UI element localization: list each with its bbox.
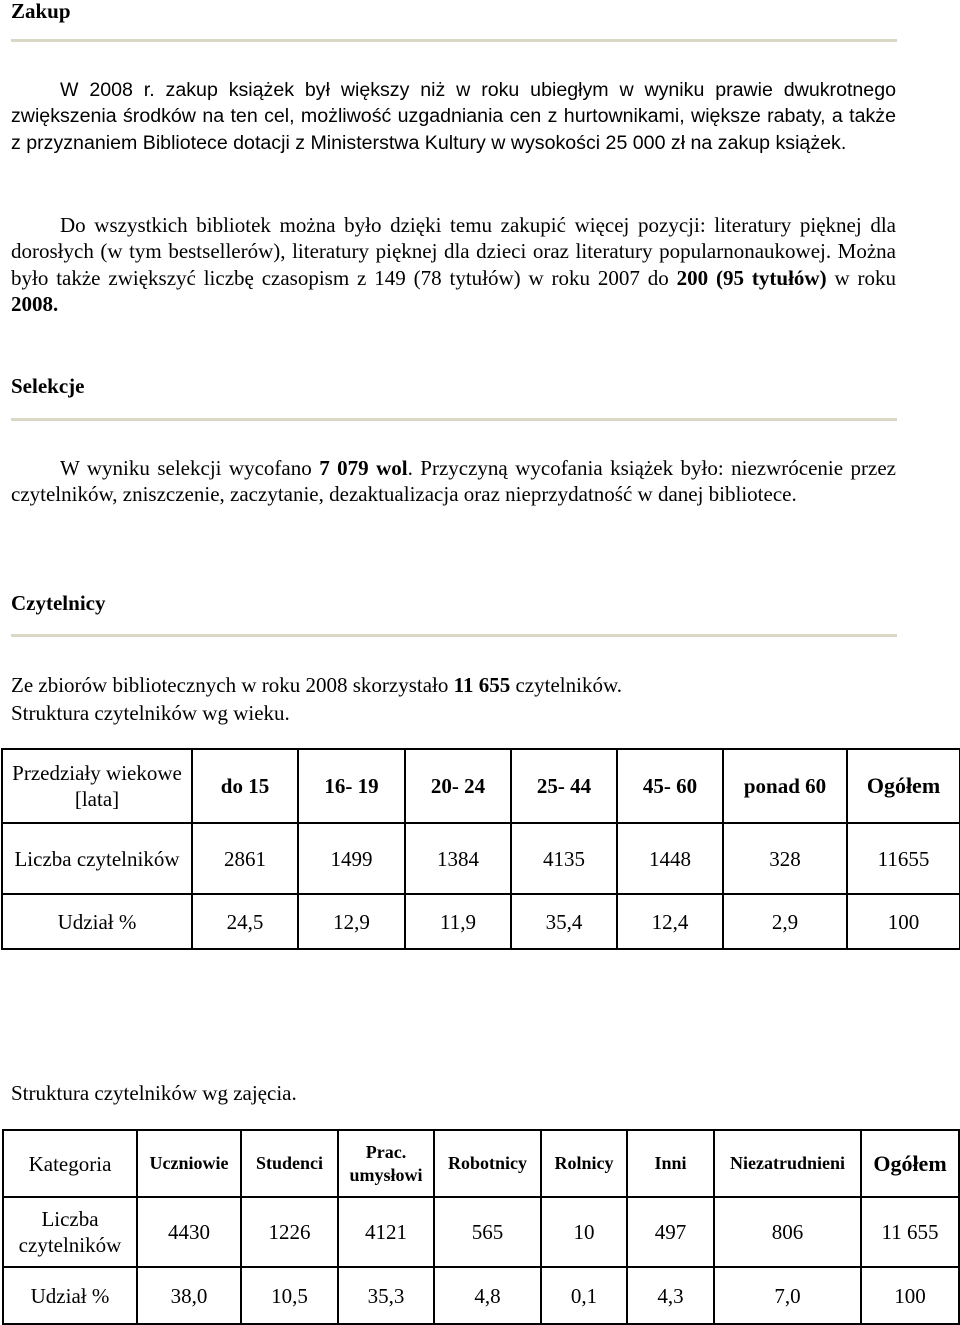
- table-cell: Uczniowie: [137, 1130, 241, 1197]
- table-cell: Liczba czytelników: [3, 1197, 137, 1267]
- table-cell: 4430: [137, 1197, 241, 1267]
- table-cell: Udział %: [2, 894, 192, 949]
- readers-summary: [11, 672, 622, 698]
- table-cell: 25- 44: [511, 749, 617, 823]
- paragraph-zakup-2: [11, 212, 896, 317]
- table-row: [3, 1197, 959, 1267]
- paragraph-text: . Przyczyną wycofania książek było: niezwrócenie przez czytelników, zniszczenie, zaczytanie, dezaktualizacja oraz nieprzydatność w danej bibliotece.: [11, 456, 896, 507]
- paragraph-text: w roku: [826, 265, 896, 290]
- table-cell: 11,9: [405, 894, 511, 949]
- table-cell: Kategoria: [3, 1130, 137, 1197]
- table-cell: 16- 19: [298, 749, 405, 823]
- occupation-table-caption: Struktura czytelników wg zajęcia.: [11, 1081, 297, 1105]
- table-cell: 806: [714, 1197, 861, 1267]
- table-cell: 1226: [241, 1197, 338, 1267]
- table-cell: 35,4: [511, 894, 617, 949]
- table-cell: 20- 24: [405, 749, 511, 823]
- bold-value: 2008.: [11, 291, 59, 316]
- table-cell: 11 655: [861, 1197, 959, 1267]
- table-cell: 497: [627, 1197, 714, 1267]
- table-cell: do 15: [192, 749, 298, 823]
- bold-value: 7 079 wol: [319, 456, 408, 480]
- table-row: [2, 894, 960, 949]
- bold-value: 200 (95 tytułów): [676, 265, 827, 290]
- paragraph-text: W wyniku selekcji wycofano: [60, 456, 320, 480]
- paragraph-selekcje: [11, 455, 896, 508]
- table-cell: Przedziały wiekowe [lata]: [2, 749, 192, 823]
- table-row: [3, 1267, 959, 1324]
- section-title-selekcje: Selekcje: [11, 374, 85, 398]
- table-cell: 328: [723, 823, 847, 894]
- section-title-czytelnicy: Czytelnicy: [11, 591, 106, 615]
- table-cell: 100: [861, 1267, 959, 1324]
- table-cell: Udział %: [3, 1267, 137, 1324]
- section-divider: [11, 418, 897, 421]
- table-cell: 4,8: [434, 1267, 541, 1324]
- table-cell: 10: [541, 1197, 627, 1267]
- paragraph-zakup-1: [11, 77, 896, 156]
- table-cell: Niezatrudnieni: [714, 1130, 861, 1197]
- summary-text: Ze zbiorów bibliotecznych w roku 2008 skorzystało: [11, 673, 454, 697]
- table-cell: 7,0: [714, 1267, 861, 1324]
- table-cell: 11655: [847, 823, 960, 894]
- table-cell: Rolnicy: [541, 1130, 627, 1197]
- summary-text: czytelników.: [510, 673, 623, 697]
- age-table-caption: Struktura czytelników wg wieku.: [11, 701, 290, 725]
- table-cell: Inni: [627, 1130, 714, 1197]
- age-table: [1, 748, 960, 950]
- table-cell: 12,9: [298, 894, 405, 949]
- table-cell: 10,5: [241, 1267, 338, 1324]
- table-cell: Ogółem: [847, 749, 960, 823]
- table-cell: 2,9: [723, 894, 847, 949]
- table-cell: 1384: [405, 823, 511, 894]
- table-cell: 1499: [298, 823, 405, 894]
- table-row: [3, 1130, 959, 1197]
- section-divider: [11, 39, 897, 42]
- table-cell: 4,3: [627, 1267, 714, 1324]
- section-divider: [11, 634, 897, 637]
- table-cell: 100: [847, 894, 960, 949]
- paragraph-text: W 2008 r. zakup książek był większy niż w roku ubiegłym w wyniku prawie dwukrotnego zwiększenia środków na ten cel, możliwość uzgadniania cen z hurtownikami, większe rabaty, a także z przyznaniem Bibliotece dotacji z Ministerstwa Kultury w wysokości 25 000 zł na zakup książek.: [11, 79, 896, 154]
- table-cell: 4135: [511, 823, 617, 894]
- table-cell: Ogółem: [861, 1130, 959, 1197]
- table-cell: Prac. umysłowi: [338, 1130, 434, 1197]
- table-cell: Robotnicy: [434, 1130, 541, 1197]
- table-cell: Studenci: [241, 1130, 338, 1197]
- table-cell: 2861: [192, 823, 298, 894]
- occupation-table: [2, 1129, 960, 1325]
- table-cell: 45- 60: [617, 749, 723, 823]
- table-cell: 35,3: [338, 1267, 434, 1324]
- table-cell: 12,4: [617, 894, 723, 949]
- table-cell: 565: [434, 1197, 541, 1267]
- table-cell: 38,0: [137, 1267, 241, 1324]
- table-cell: 24,5: [192, 894, 298, 949]
- table-cell: 4121: [338, 1197, 434, 1267]
- table-row: [2, 749, 960, 823]
- table-cell: 0,1: [541, 1267, 627, 1324]
- table-row: [2, 823, 960, 894]
- section-title-zakup: Zakup: [11, 0, 71, 23]
- table-cell: 1448: [617, 823, 723, 894]
- bold-value: 11 655: [453, 673, 511, 697]
- table-cell: Liczba czytelników: [2, 823, 192, 894]
- table-cell: ponad 60: [723, 749, 847, 823]
- paragraph-text: Do wszystkich bibliotek można było dzięki temu zakupić więcej pozycji: literatury pięknej dla dorosłych (w tym bestsellerów), literatury pięknej dla dzieci oraz literatury popularnonaukowej. Można było także zwiększyć liczbę czasopism z 149 (78 tytułów) w roku 2007 do: [11, 213, 896, 290]
